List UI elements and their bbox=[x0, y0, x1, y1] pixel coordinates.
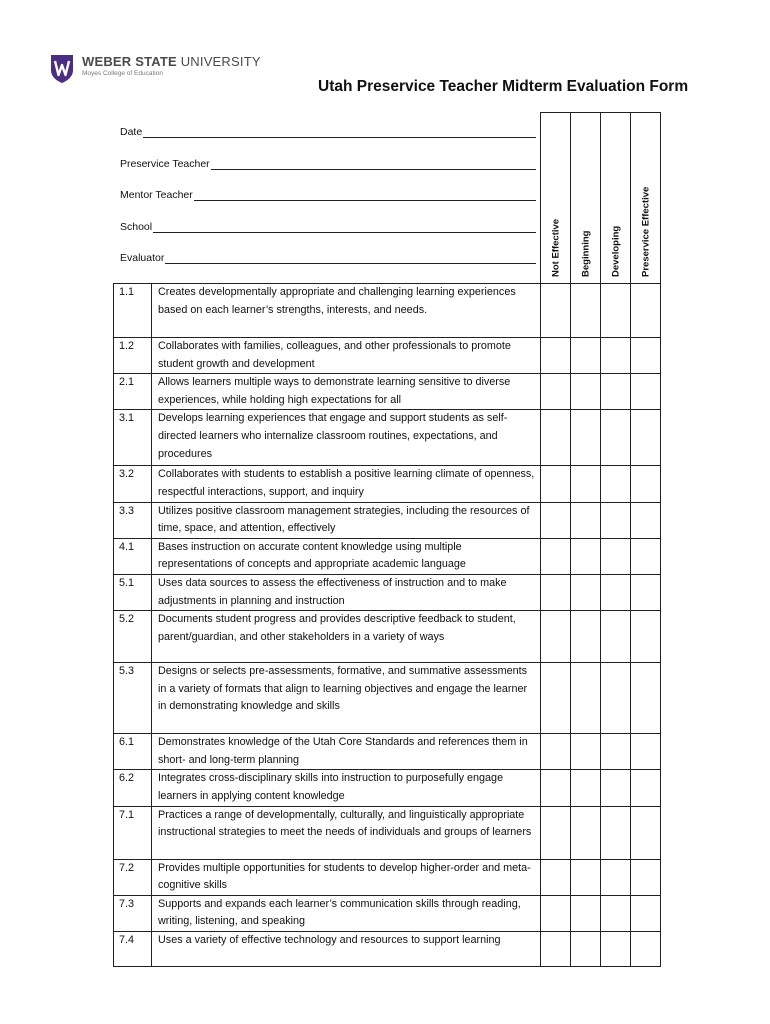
rating-cell-beginning[interactable] bbox=[571, 770, 601, 806]
rating-cell-beginning[interactable] bbox=[571, 734, 601, 770]
date-label: Date bbox=[120, 126, 143, 138]
item-description: Practices a range of developmentally, culturally, and linguistically appropriate instructional strategies to meet the needs of individuals and groups of learners bbox=[152, 806, 541, 859]
rating-cell-preservice-effective[interactable] bbox=[631, 466, 661, 502]
rating-cell-not-effective[interactable] bbox=[541, 895, 571, 931]
rating-cell-developing[interactable] bbox=[601, 931, 631, 966]
rating-cell-developing[interactable] bbox=[601, 663, 631, 734]
rating-cell-developing[interactable] bbox=[601, 611, 631, 663]
rating-cell-developing[interactable] bbox=[601, 466, 631, 502]
table-row bbox=[114, 574, 661, 610]
rating-cell-beginning[interactable] bbox=[571, 859, 601, 895]
item-description: Supports and expands each learner’s communication skills through reading, writing, listening, and speaking bbox=[152, 895, 541, 931]
rating-cell-developing[interactable] bbox=[601, 859, 631, 895]
header-fields bbox=[120, 126, 536, 284]
weber-shield-icon bbox=[50, 54, 74, 84]
item-number: 5.1 bbox=[114, 574, 152, 610]
rating-cell-beginning[interactable] bbox=[571, 931, 601, 966]
table-row bbox=[114, 611, 661, 663]
item-description: Documents student progress and provides descriptive feedback to student, parent/guardian, and other stakeholders in a variety of ways bbox=[152, 611, 541, 663]
mentor-teacher-field[interactable] bbox=[120, 189, 536, 221]
evaluator-label: Evaluator bbox=[120, 252, 165, 265]
rating-cell-not-effective[interactable] bbox=[541, 806, 571, 859]
rating-cell-beginning[interactable] bbox=[571, 611, 601, 663]
item-description: Collaborates with students to establish a positive learning climate of openness, respectful interactions, support, and inquiry bbox=[152, 466, 541, 502]
item-number: 3.2 bbox=[114, 466, 152, 502]
rating-cell-developing[interactable] bbox=[601, 770, 631, 806]
rating-cell-not-effective[interactable] bbox=[541, 338, 571, 374]
rating-cell-developing[interactable] bbox=[601, 410, 631, 466]
rating-cell-preservice-effective[interactable] bbox=[631, 663, 661, 734]
rating-cell-beginning[interactable] bbox=[571, 663, 601, 734]
item-number: 6.1 bbox=[114, 734, 152, 770]
evaluator-field[interactable] bbox=[120, 252, 536, 284]
rating-cell-preservice-effective[interactable] bbox=[631, 770, 661, 806]
item-number: 7.4 bbox=[114, 931, 152, 966]
rating-cell-not-effective[interactable] bbox=[541, 611, 571, 663]
item-number: 7.3 bbox=[114, 895, 152, 931]
rating-cell-not-effective[interactable] bbox=[541, 284, 571, 338]
mentor-teacher-line[interactable] bbox=[194, 189, 536, 201]
rating-label-preservice-effective: Preservice Effective bbox=[640, 186, 651, 277]
item-description: Allows learners multiple ways to demonstrate learning sensitive to diverse experiences, while holding high expectations for all bbox=[152, 374, 541, 410]
page-title: Utah Preservice Teacher Midterm Evaluation Form bbox=[318, 78, 689, 95]
table-row bbox=[114, 895, 661, 931]
item-description: Integrates cross-disciplinary skills into instruction to purposefully engage learners in applying content knowledge bbox=[152, 770, 541, 806]
table-row bbox=[114, 410, 661, 466]
university-name-bold: WEBER STATE bbox=[82, 54, 177, 69]
rating-cell-preservice-effective[interactable] bbox=[631, 611, 661, 663]
rating-cell-not-effective[interactable] bbox=[541, 410, 571, 466]
rating-cell-not-effective[interactable] bbox=[541, 466, 571, 502]
table-row bbox=[114, 734, 661, 770]
rating-cell-beginning[interactable] bbox=[571, 284, 601, 338]
table-row bbox=[114, 859, 661, 895]
rating-header-not-effective bbox=[540, 112, 570, 283]
mentor-teacher-label: Mentor Teacher bbox=[120, 189, 193, 202]
rating-cell-not-effective[interactable] bbox=[541, 931, 571, 966]
rating-cell-preservice-effective[interactable] bbox=[631, 895, 661, 931]
rating-cell-not-effective[interactable] bbox=[541, 374, 571, 410]
table-row bbox=[114, 284, 661, 338]
rating-cell-preservice-effective[interactable] bbox=[631, 374, 661, 410]
rating-cell-not-effective[interactable] bbox=[541, 502, 571, 538]
table-row bbox=[114, 466, 661, 502]
table-row bbox=[114, 538, 661, 574]
rating-cell-beginning[interactable] bbox=[571, 895, 601, 931]
date-field[interactable] bbox=[120, 126, 536, 158]
date-line[interactable] bbox=[143, 126, 536, 138]
item-number: 2.1 bbox=[114, 374, 152, 410]
table-row bbox=[114, 338, 661, 374]
rating-cell-developing[interactable] bbox=[601, 374, 631, 410]
table-row bbox=[114, 374, 661, 410]
rating-cell-beginning[interactable] bbox=[571, 538, 601, 574]
rating-cell-developing[interactable] bbox=[601, 538, 631, 574]
item-description: Uses a variety of effective technology and resources to support learning bbox=[152, 931, 541, 966]
rating-cell-developing[interactable] bbox=[601, 502, 631, 538]
rating-cell-preservice-effective[interactable] bbox=[631, 538, 661, 574]
preservice-teacher-field[interactable] bbox=[120, 158, 536, 190]
rating-cell-preservice-effective[interactable] bbox=[631, 410, 661, 466]
rating-cell-developing[interactable] bbox=[601, 806, 631, 859]
item-description: Utilizes positive classroom management strategies, including the resources of time, space, and attention, effectively bbox=[152, 502, 541, 538]
rating-cell-developing[interactable] bbox=[601, 895, 631, 931]
rating-cell-beginning[interactable] bbox=[571, 502, 601, 538]
rating-cell-developing[interactable] bbox=[601, 574, 631, 610]
college-name: Moyes College of Education bbox=[82, 70, 163, 77]
rating-cell-preservice-effective[interactable] bbox=[631, 734, 661, 770]
rating-cell-not-effective[interactable] bbox=[541, 538, 571, 574]
item-description: Collaborates with families, colleagues, and other professionals to promote student growth and development bbox=[152, 338, 541, 374]
item-number: 5.2 bbox=[114, 611, 152, 663]
school-line[interactable] bbox=[153, 221, 536, 233]
rating-label-developing: Developing bbox=[610, 225, 621, 277]
rating-header-developing bbox=[600, 112, 630, 283]
preservice-teacher-line[interactable] bbox=[211, 158, 536, 170]
table-row bbox=[114, 502, 661, 538]
rating-cell-developing[interactable] bbox=[601, 338, 631, 374]
item-number: 6.2 bbox=[114, 770, 152, 806]
school-field[interactable] bbox=[120, 221, 536, 253]
preservice-teacher-label: Preservice Teacher bbox=[120, 157, 210, 170]
item-number: 5.3 bbox=[114, 663, 152, 734]
rating-cell-preservice-effective[interactable] bbox=[631, 574, 661, 610]
rating-cell-beginning[interactable] bbox=[571, 338, 601, 374]
rating-cell-preservice-effective[interactable] bbox=[631, 502, 661, 538]
rating-cell-beginning[interactable] bbox=[571, 466, 601, 502]
rating-cell-not-effective[interactable] bbox=[541, 574, 571, 610]
evaluator-line[interactable] bbox=[165, 252, 536, 264]
rating-cell-preservice-effective[interactable] bbox=[631, 806, 661, 859]
item-number: 1.1 bbox=[114, 284, 152, 338]
rating-cell-not-effective[interactable] bbox=[541, 859, 571, 895]
item-number: 7.2 bbox=[114, 859, 152, 895]
rating-cell-beginning[interactable] bbox=[571, 806, 601, 859]
rating-cell-not-effective[interactable] bbox=[541, 734, 571, 770]
item-description: Uses data sources to assess the effectiveness of instruction and to make adjustments in planning and instruction bbox=[152, 574, 541, 610]
university-name-light: UNIVERSITY bbox=[180, 54, 261, 69]
rating-cell-beginning[interactable] bbox=[571, 574, 601, 610]
item-number: 7.1 bbox=[114, 806, 152, 859]
rating-cell-not-effective[interactable] bbox=[541, 663, 571, 734]
university-name bbox=[82, 54, 261, 69]
rating-cell-beginning[interactable] bbox=[571, 410, 601, 466]
rating-cell-preservice-effective[interactable] bbox=[631, 859, 661, 895]
rating-cell-preservice-effective[interactable] bbox=[631, 284, 661, 338]
rating-cell-preservice-effective[interactable] bbox=[631, 338, 661, 374]
item-description: Demonstrates knowledge of the Utah Core Standards and references them in short- and long-term planning bbox=[152, 734, 541, 770]
item-description: Provides multiple opportunities for students to develop higher-order and meta-cognitive skills bbox=[152, 859, 541, 895]
item-number: 3.3 bbox=[114, 502, 152, 538]
item-number: 4.1 bbox=[114, 538, 152, 574]
item-number: 3.1 bbox=[114, 410, 152, 466]
table-row bbox=[114, 806, 661, 859]
rating-label-not-effective: Not Effective bbox=[550, 218, 561, 277]
rating-label-beginning: Beginning bbox=[580, 230, 591, 277]
item-description: Creates developmentally appropriate and challenging learning experiences based on each learner’s strengths, interests, and needs. bbox=[152, 284, 541, 338]
table-row bbox=[114, 770, 661, 806]
rating-cell-not-effective[interactable] bbox=[541, 770, 571, 806]
item-description: Designs or selects pre-assessments, formative, and summative assessments in a variety of formats that align to learning objectives and engage the learner in demonstrating knowledge and skills bbox=[152, 663, 541, 734]
rating-header-preservice-effective bbox=[630, 112, 661, 283]
rating-header-beginning bbox=[570, 112, 600, 283]
evaluation-table bbox=[113, 283, 661, 967]
school-label: School bbox=[120, 220, 153, 233]
university-logo bbox=[50, 54, 261, 84]
rating-cell-beginning[interactable] bbox=[571, 374, 601, 410]
rating-column-headers bbox=[540, 112, 661, 283]
item-number: 1.2 bbox=[114, 338, 152, 374]
item-description: Develops learning experiences that engage and support students as self-directed learners who internalize classroom routines, expectations, and procedures bbox=[152, 410, 541, 466]
table-row bbox=[114, 663, 661, 734]
table-row bbox=[114, 931, 661, 966]
rating-cell-developing[interactable] bbox=[601, 284, 631, 338]
rating-cell-preservice-effective[interactable] bbox=[631, 931, 661, 966]
item-description: Bases instruction on accurate content knowledge using multiple representations of concepts and appropriate academic language bbox=[152, 538, 541, 574]
rating-cell-developing[interactable] bbox=[601, 734, 631, 770]
